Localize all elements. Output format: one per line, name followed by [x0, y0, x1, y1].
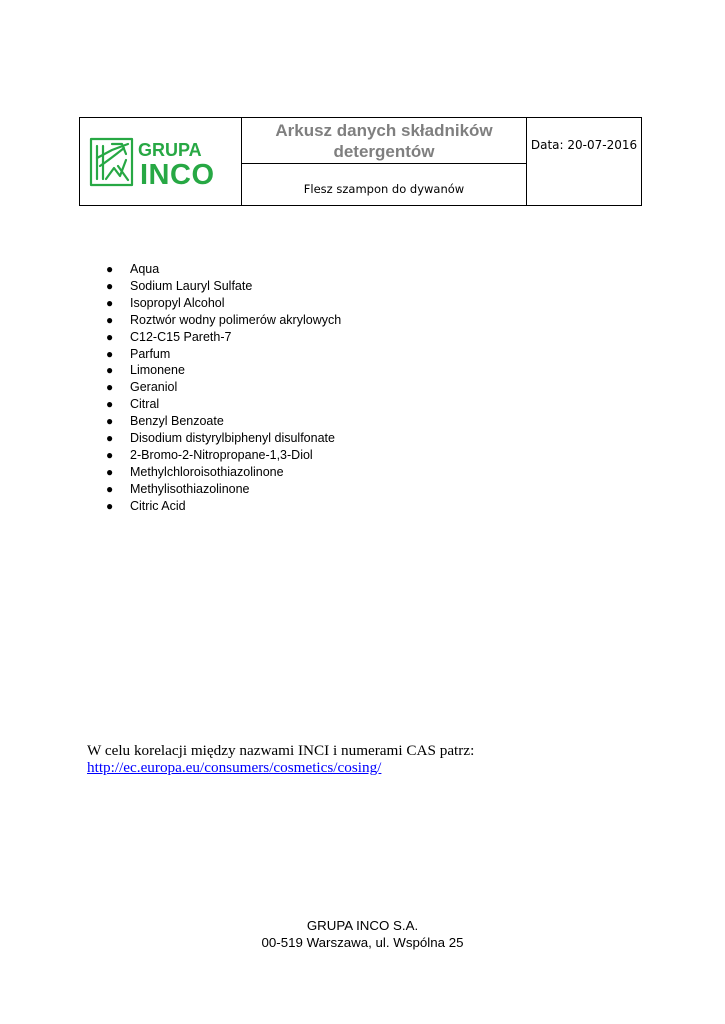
list-item — [104, 396, 341, 413]
document-date: Data: 20-07-2016 — [530, 138, 638, 152]
cas-note-text: W celu korelacji między nazwami INCI i numerami CAS patrz: — [87, 742, 475, 759]
ingredient-name: Sodium Lauryl Sulfate — [130, 278, 253, 293]
list-item — [104, 413, 341, 430]
bullet-dot-icon: ● — [106, 262, 114, 276]
logo-emblem-icon — [91, 139, 132, 185]
ingredient-name: C12-C15 Pareth-7 — [130, 329, 232, 344]
footer-address: 00-519 Warszawa, ul. Wspólna 25 — [261, 934, 464, 950]
list-item — [104, 261, 341, 278]
document-title-line-1: Arkusz danych składników — [275, 120, 493, 140]
title-cell — [242, 118, 527, 164]
date-cell — [527, 118, 642, 206]
bullet-dot-icon: ● — [106, 464, 114, 479]
footer — [0, 918, 725, 951]
bullet-dot-icon: ● — [106, 278, 114, 293]
ingredient-name: Parfum — [130, 346, 171, 361]
header-table — [79, 117, 642, 206]
list-item — [104, 481, 341, 498]
product-cell — [242, 164, 527, 206]
list-item — [104, 498, 341, 515]
list-item — [104, 329, 341, 346]
bullet-dot-icon: ● — [106, 397, 114, 412]
list-item — [104, 346, 341, 363]
ingredient-name: 2-Bromo-2-Nitropropane-1,3-Diol — [130, 447, 313, 462]
ingredient-name: Geraniol — [130, 380, 178, 395]
bullet-dot-icon: ● — [106, 431, 114, 446]
bullet-dot-icon: ● — [106, 329, 114, 344]
product-name: Flesz szampon do dywanów — [303, 181, 465, 196]
list-item — [104, 362, 341, 379]
ingredient-name: Citral — [130, 397, 160, 412]
bullet-dot-icon: ● — [106, 346, 114, 361]
ingredient-name: Methylisothiazolinone — [130, 481, 250, 496]
bullet-dot-icon: ● — [106, 295, 114, 310]
grupa-inco-logo-icon — [88, 136, 234, 188]
list-item — [104, 379, 341, 396]
ingredient-name: Roztwór wodny polimerów akrylowych — [130, 312, 342, 327]
list-item — [104, 295, 341, 312]
bullet-dot-icon: ● — [106, 380, 114, 395]
bullet-dot-icon: ● — [106, 312, 114, 327]
ingredient-name: Disodium distyrylbiphenyl disulfonate — [130, 431, 335, 446]
cosing-link[interactable]: http://ec.europa.eu/consumers/cosmetics/cosing/ — [87, 759, 382, 776]
bullet-dot-icon: ● — [106, 414, 114, 429]
footer-company: GRUPA INCO S.A. — [306, 918, 419, 933]
ingredient-name: Isopropyl Alcohol — [130, 295, 225, 310]
list-item — [104, 278, 341, 295]
logo-text-top: GRUPA — [137, 139, 202, 160]
bullet-dot-icon: ● — [106, 481, 114, 496]
ingredient-name: Aqua — [130, 262, 160, 276]
logo-text-bottom: INCO — [139, 158, 214, 188]
ingredient-name: Citric Acid — [130, 498, 186, 513]
list-item — [104, 430, 341, 447]
cas-note — [87, 742, 474, 776]
list-item — [104, 464, 341, 481]
ingredient-name: Methylchloroisothiazolinone — [130, 464, 284, 479]
list-item — [104, 312, 341, 329]
bullet-dot-icon: ● — [106, 363, 114, 378]
ingredient-name: Limonene — [130, 363, 185, 378]
ingredient-name: Benzyl Benzoate — [130, 414, 224, 429]
bullet-dot-icon: ● — [106, 498, 114, 513]
ingredient-list — [104, 261, 341, 515]
list-item — [104, 447, 341, 464]
bullet-dot-icon: ● — [106, 447, 114, 462]
document-title-line-2: detergentów — [333, 141, 435, 161]
logo-cell — [80, 118, 242, 206]
